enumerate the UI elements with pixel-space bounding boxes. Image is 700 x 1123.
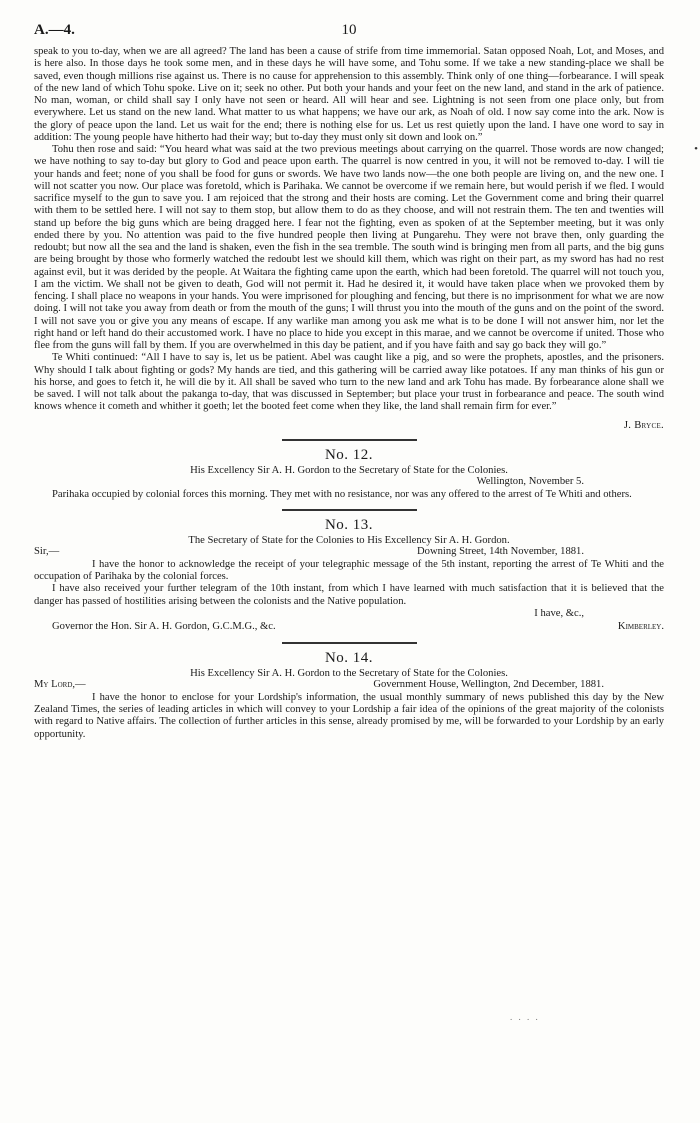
speech-paragraph-2: Tohu then rose and said: “You heard what was said at the two previous meetings about carrying on the quarrel. Those words are now changed; we have nothing to say to-day but glory to God and peace upon earth. The quarrel is now centred in you, it will not be removed to-day. I will tie your hands and feet; none of you shall be food for guns or swords. We have two lands now—the one both people are living on, and the new one. I will not scatter you now. Our place was foretold, which is Parihaka. We cannot be overcome if we remain here, but would perish if we fled. I would sacrifice myself to the gun to save you. I am rejoiced that the strong and their hosts are coming. Let the Government come and bring their quarrel with them to be settled here. I will not say to them stop, but allow them to do as they choose, and will not restrain them. The ten and twenties will stand up before the big guns which are being dragged here. I fear not the fighting, even as spoken of at the September meeting, but it was only ended there by you. No attention was paid to the five hundred people then living at Pungarehu. They were not brave then, only guarding the redoubt; but now all the sea and the land is shaken, even the fish in the sea tremble. The south wind is bringing men from all parts, and the big guns are being brought by those who formerly watched the redoubt lest we should kill them, which was right on their part, as my sword has had no rest against evil, but it was derided by the people. At Waitara the fighting came upon the earth, which had been foretold. The quarrel will not touch you, I am the victim. We shall not be given to death, God will not permit it. Had he desired it, it would have taken place when we provoked them by fencing. I shall place no weapons in your hands. You were imprisoned for ploughing and fencing, but there is no imprisonment for what we are now doing. I will not take you away from death or from the mouth of the guns; I will thrust you into the mouth of the guns and on the point of the sword. I will not save you or give you any means of escape. If any warlike man among you ask me what is to be done I will not answer him, nor let the right hand or left hand do their accustomed work. I have no place to hide you except in this marae, and we cannot be overcome if united. Those who flee from the guns will fall by them. If you are overwhelmed in this day be patient, and if you have faith and say go back they will go.” (34, 144, 664, 351)
despatch-body-14: I have the honor to enclose for your Lordship's information, the usual monthly summary of news published this day by the New Zealand Times, the series of leading articles in which will convey to your Lordship a fair idea of the opinions of the great majority of the colonists with regard to Native affairs. The collection of further articles in this sense, already promised by me, will be forwarded to your Lordship by an early opportunity. (34, 691, 664, 740)
document-page (34, 22, 664, 741)
page-header (34, 22, 664, 46)
section-divider (282, 642, 417, 644)
speech-paragraph-3: Te Whiti continued: “All I have to say is, let us be patient. Abel was caught like a pig, and so were the prophets, apostles, and the prisoners. Why should I talk about fighting or gods? My hands are tied, and this gathering will be carried away like potatoes. If any man thinks of his gun or his horse, and goes to fetch it, he will die by it. All shall be saved who turn to the new land and ark Tohu has made. By forbearance alone shall we be saved. I will not talk about the pakanga to-day, that was discussed in September; but place your trust in forbearance and peace. The south wind knows whence it cometh and whither it goeth; let the booted feet come when they like, the land shall remain firm for ever.” (34, 352, 664, 413)
section-divider (282, 439, 417, 441)
footer-dots: . . . . (510, 1012, 540, 1022)
despatch-para1-13: I have the honor to acknowledge the receipt of your telegraphic message of the 5th instant, reporting the arrest of Te Whiti and the occupation of Parihaka by the colonial forces. (34, 558, 664, 582)
despatch-number-13: No. 13. (324, 516, 374, 533)
despatch-closing-13: I have, &c., (534, 607, 584, 619)
despatch-salutation-14: My Lord,— (34, 678, 86, 690)
despatch-dateline-14: Government House, Wellington, 2nd December, 1881. (373, 678, 604, 690)
salutation-row-14 (34, 679, 664, 692)
despatch-dateline-12: Wellington, November 5. (476, 475, 584, 487)
despatch-body-12: Parihaka occupied by colonial forces this morning. They met with no resistance, nor was any offered to the arrest of Te Whiti and others. (52, 488, 632, 500)
despatch-title-14: His Excellency Sir A. H. Gordon to the Secretary of State for the Colonies. (190, 667, 508, 679)
page-number: 10 (341, 22, 357, 38)
closing-row-13 (34, 608, 664, 621)
dateline-row-12 (34, 476, 664, 489)
despatch-dateline-13: Downing Street, 14th November, 1881. (417, 545, 584, 557)
despatch-para2-13: I have also received your further telegram of the 10th instant, from which I have learned with much satisfaction that it is believed that the danger has passed of hostilities arising between the colonists and the Native population. (34, 583, 664, 607)
despatch-addressee-13: Governor the Hon. Sir A. H. Gordon, G.C.M.G., &c. (52, 620, 276, 632)
speech-signature: J. Bryce. (623, 419, 664, 431)
margin-mark: • (694, 143, 698, 155)
despatch-number-14: No. 14. (324, 649, 374, 666)
salutation-row-13 (34, 546, 664, 559)
despatch-salutation-13: Sir,— (34, 545, 60, 557)
speech-paragraph-1: speak to you to-day, when we are all agreed? The land has been a cause of strife from time immemorial. Satan opposed Noah, Lot, and Moses, and is here also. In those days he took some men, and in these days he will have some, and Tohu some. If we take a new standing-place we shall be saved, even though millions rise against us. There is no cause for apprehension to this assembly. Think only of one thing—forbearance. I will speak of the new land of which Tohu spoke. Live on it; seek no other. Put both your hands and your feet on the new land, and stand in the ark of patience. No man, woman, or child shall say I only have not seen or heard. All will hear and see. Lightning is not seen from one place only, but from everywhere. Let us stand on the new land. What matter to us what happens; we have our ark, as Noah of old. I now say come into the ark. Now is the glory of peace upon the land. Let us wait for the end; there is nothing else for us. Let us rest quietly upon the land. I have one word to say in addition: The young people have hitherto had their way; but to-day they must only sit down and look on.” (34, 46, 664, 143)
despatch-title-13: The Secretary of State for the Colonies to His Excellency Sir A. H. Gordon. (188, 534, 510, 546)
despatch-number-12: No. 12. (324, 446, 374, 463)
despatch-signature-13: Kimberley. (617, 620, 664, 632)
despatch-title-12: His Excellency Sir A. H. Gordon to the Secretary of State for the Colonies. (190, 464, 508, 476)
addressee-row-13 (34, 621, 664, 634)
section-divider (282, 509, 417, 511)
document-reference: A.—4. (34, 22, 75, 38)
